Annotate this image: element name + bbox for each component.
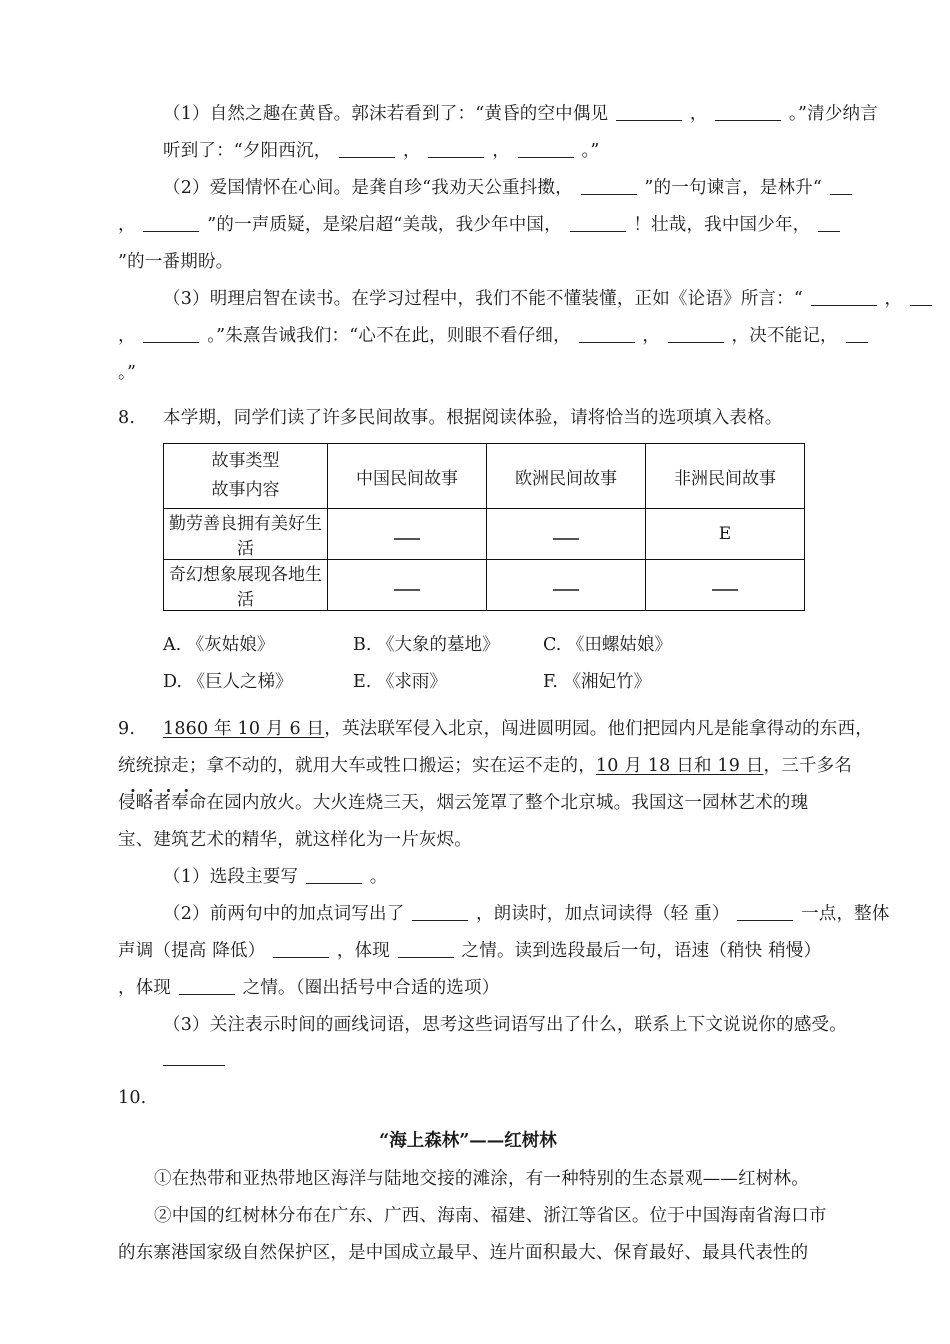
option-b-key: B. bbox=[353, 635, 372, 655]
blank-dash bbox=[394, 580, 420, 591]
q9-passage-line1-rest: ，英法联军侵入北京，闯进圆明园。他们把园内凡是能拿得动的东西， bbox=[324, 719, 873, 739]
q9-passage-line2-end: ，三千多名 bbox=[763, 756, 853, 776]
option-f-key: F. bbox=[543, 672, 558, 692]
q9-underlined-date-2: 10 月 18 日和 19 日 bbox=[595, 756, 764, 776]
corner-label-bottom: 故事内容 bbox=[211, 480, 280, 500]
blank-dash bbox=[553, 529, 579, 540]
q7-item1-line2-text-c: ， bbox=[492, 141, 510, 161]
q10-passage-title: “海上森林”——红树林 bbox=[379, 1131, 557, 1151]
q7-blank[interactable] bbox=[570, 214, 626, 232]
q9-sub3-line bbox=[163, 1007, 847, 1044]
q9-passage-line3 bbox=[118, 785, 818, 822]
table-col-header: 非洲民间故事 bbox=[646, 444, 805, 509]
q9-sub2-line2-text-a: 声调（提高 降低） bbox=[118, 941, 266, 961]
q7-item1-line2-text-b: ， bbox=[402, 141, 421, 161]
option-f-text: 《湘妃竹》 bbox=[563, 672, 652, 692]
q9-underlined-date-1: 1860 年 10 月 6 日 bbox=[163, 719, 325, 739]
q7-item1-line1-text-c: 。”清少纳言 bbox=[789, 104, 878, 124]
answer-cell[interactable] bbox=[487, 560, 646, 611]
q9-answer-blank[interactable] bbox=[163, 1064, 225, 1066]
q7-item1-line1 bbox=[163, 96, 878, 133]
q7-item1-line1-text-b: ， bbox=[689, 104, 708, 124]
q7-item1-line2 bbox=[163, 133, 818, 170]
q7-blank[interactable] bbox=[143, 214, 199, 232]
q7-item3-line1-text-b: ， bbox=[884, 289, 903, 309]
q9-sub2-line1-text-a: （2）前两句中的加点词写出了 bbox=[163, 904, 405, 924]
story-type-table bbox=[163, 443, 805, 611]
q7-item2-line1-text-a: （2）爱国情怀在心间。是龚自珍“我劝天公重抖擞， bbox=[163, 178, 573, 198]
q7-item1-line2-text-d: 。” bbox=[581, 141, 600, 161]
question-7-block bbox=[118, 96, 903, 392]
q9-sub2-line2-text-c: 之情。读到选段最后一句，语速（稍快 稍慢） bbox=[461, 941, 822, 961]
row-label: 奇幻想象展现各地生活 bbox=[164, 560, 328, 611]
q9-sub2-line3 bbox=[118, 970, 818, 1007]
table-corner-header bbox=[164, 444, 328, 509]
option-a-key: A. bbox=[163, 635, 182, 655]
q9-sub2-line1-text-c: 一点，整体 bbox=[801, 904, 890, 924]
q10-para1-text: ①在热带和亚热带地区海洋与陆地交接的滩涂，有一种特别的生态景观——红树林。 bbox=[154, 1169, 809, 1189]
q7-item3-line2-text-c: ， bbox=[642, 326, 661, 346]
q7-item2-line1-text-b: ”的一句谏言，是林升“ bbox=[644, 178, 823, 198]
q7-item1-line2-text-a: 听到了：“夕阳西沉， bbox=[163, 141, 332, 161]
q8-stem-line bbox=[118, 400, 818, 437]
q9-passage-line2-mid: ；拿不动的，就用大车或牲口搬运；实在运不走的， bbox=[188, 756, 596, 776]
q9-sub2-line3-text-a: ，体现 bbox=[118, 978, 172, 998]
q7-blank[interactable] bbox=[715, 103, 781, 121]
q7-blank[interactable] bbox=[818, 214, 840, 232]
option-e-text: 《求雨》 bbox=[376, 672, 447, 692]
option-b[interactable] bbox=[353, 627, 543, 664]
option-c-key: C. bbox=[543, 635, 562, 655]
answer-cell[interactable]: E bbox=[646, 509, 805, 560]
q7-blank[interactable] bbox=[339, 140, 395, 158]
q9-blank[interactable] bbox=[273, 940, 329, 958]
q9-sub2-line2 bbox=[118, 933, 822, 970]
q7-item2-line1 bbox=[163, 170, 823, 207]
q7-blank[interactable] bbox=[811, 288, 877, 306]
q7-item2-line3 bbox=[118, 244, 818, 281]
q8-stem-text: 本学期，同学们读了许多民间故事。根据阅读体验，请将恰当的选项填入表格。 bbox=[163, 408, 783, 428]
q9-passage-line4-text: 宝、建筑艺术的精华，就这样化为一片灰烬。 bbox=[118, 830, 472, 850]
blank-dash bbox=[553, 580, 579, 591]
q7-item2-line2-text-b: ”的一声质疑，是梁启超“美哉，我少年中国， bbox=[207, 215, 562, 235]
option-e-key: E. bbox=[353, 672, 372, 692]
option-e[interactable] bbox=[353, 664, 543, 701]
q7-blank[interactable] bbox=[428, 140, 484, 158]
q7-item2-line2-text-c: ！壮哉，我中国少年， bbox=[633, 215, 811, 235]
q7-item2-line2 bbox=[118, 207, 818, 244]
q7-item3-line1-text-a: （3）明理启智在读书。在学习过程中，我们不能不懂装懂，正如《论语》所言：“ bbox=[163, 289, 803, 309]
option-c-text: 《田螺姑娘》 bbox=[566, 635, 672, 655]
q10-para2-text-l2: 的东寨港国家级自然保护区，是中国成立最早、连片面积最大、保育最好、最具代表性的 bbox=[118, 1243, 809, 1263]
q9-emphasis-phrase: 统统掠走 bbox=[118, 748, 189, 785]
answer-cell[interactable] bbox=[487, 509, 646, 560]
option-b-text: 《大象的墓地》 bbox=[377, 635, 500, 655]
question-9-block bbox=[118, 711, 890, 1078]
table-col-header: 中国民间故事 bbox=[328, 444, 487, 509]
question-10-block bbox=[118, 1080, 827, 1272]
table-col-header: 欧洲民间故事 bbox=[487, 444, 646, 509]
q10-para1-line1 bbox=[118, 1161, 818, 1198]
q7-blank[interactable] bbox=[581, 177, 637, 195]
q9-blank[interactable] bbox=[398, 940, 454, 958]
blank-dash bbox=[394, 529, 420, 540]
q7-blank[interactable] bbox=[143, 325, 199, 343]
q10-para2-line2 bbox=[118, 1235, 818, 1272]
blank-dash bbox=[712, 580, 738, 591]
option-d-key: D. bbox=[163, 672, 182, 692]
q9-passage-line4 bbox=[118, 822, 818, 859]
q8-options bbox=[163, 627, 818, 701]
q9-sub3-text: （3）关注表示时间的画线词语，思考这些词语写出了什么，联系上下文说说你的感受。 bbox=[163, 1015, 847, 1035]
q9-sub1-text-b: 。 bbox=[369, 867, 388, 887]
q7-blank[interactable] bbox=[846, 325, 868, 343]
q9-blank[interactable] bbox=[306, 866, 362, 884]
q8-table-wrap bbox=[163, 443, 818, 611]
q9-number: 9. bbox=[118, 719, 136, 739]
option-f[interactable] bbox=[543, 664, 733, 701]
q7-blank[interactable] bbox=[830, 177, 852, 195]
q9-sub2-line2-text-b: ，体现 bbox=[336, 941, 391, 961]
q7-blank[interactable] bbox=[910, 288, 932, 306]
q10-para2-text-l1: ②中国的红树林分布在广东、广西、海南、福建、浙江等省区。位于中国海南省海口市 bbox=[154, 1206, 827, 1226]
option-d-text: 《巨人之梯》 bbox=[187, 672, 293, 692]
question-8-block bbox=[118, 400, 818, 701]
page-content bbox=[118, 96, 903, 1272]
q7-item3-line1 bbox=[163, 281, 903, 318]
q7-blank[interactable] bbox=[518, 140, 574, 158]
q7-item2-line2-text-a: ， bbox=[118, 215, 136, 235]
q7-blank[interactable] bbox=[668, 325, 724, 343]
option-a[interactable] bbox=[163, 627, 353, 664]
q9-blank[interactable] bbox=[179, 977, 235, 995]
row-label: 勤劳善良拥有美好生活 bbox=[164, 509, 328, 560]
table-row bbox=[164, 560, 805, 611]
q7-item2-line3-text: ”的一番期盼。 bbox=[118, 252, 234, 272]
q9-sub2-line3-text-b: 之情。（圈出括号中合适的选项） bbox=[242, 978, 500, 998]
answer-cell[interactable] bbox=[328, 509, 487, 560]
q10-number-line bbox=[118, 1080, 818, 1117]
q8-number: 8. bbox=[118, 408, 136, 428]
q9-blank[interactable] bbox=[737, 903, 793, 921]
corner-label-top: 故事类型 bbox=[211, 451, 280, 471]
q7-blank[interactable] bbox=[616, 103, 682, 121]
option-c[interactable] bbox=[543, 627, 733, 664]
q9-sub3-answer-line bbox=[118, 1044, 818, 1078]
table-header-row bbox=[164, 444, 805, 509]
q7-item3-line3 bbox=[118, 355, 818, 392]
q7-blank[interactable] bbox=[579, 325, 635, 343]
q10-number: 10. bbox=[118, 1088, 147, 1108]
q9-sub1-line bbox=[163, 859, 818, 896]
q10-para2-line1 bbox=[118, 1198, 827, 1235]
options-row-1 bbox=[163, 627, 818, 664]
options-row-2 bbox=[163, 664, 818, 701]
answer-cell[interactable] bbox=[646, 560, 805, 611]
q7-item3-line2-text-a: ， bbox=[118, 326, 136, 346]
q7-item1-line1-text-a: （1）自然之趣在黄昏。郭沫若看到了：“黄昏的空中偶见 bbox=[163, 104, 609, 124]
q7-item3-line2 bbox=[118, 318, 838, 355]
q7-item3-line2-text-b: 。”朱熹告诫我们：“心不在此，则眼不看仔细， bbox=[207, 326, 571, 346]
q7-item3-line3-text: 。” bbox=[118, 363, 137, 383]
q9-passage-line1 bbox=[118, 711, 873, 748]
q9-sub1-text-a: （1）选段主要写 bbox=[163, 867, 299, 887]
q9-sub2-line1-text-b: ，朗读时，加点词读得（轻 重） bbox=[475, 904, 730, 924]
option-a-text: 《灰姑娘》 bbox=[186, 635, 275, 655]
option-d[interactable] bbox=[163, 664, 353, 701]
answer-cell[interactable] bbox=[328, 560, 487, 611]
q9-sub2-line1 bbox=[163, 896, 890, 933]
q7-item3-line2-text-d: ，决不能记， bbox=[731, 326, 838, 346]
q9-passage-line3-text: 侵略者奉命在园内放火。大火连烧三天，烟云笼罩了整个北京城。我国这一园林艺术的瑰 bbox=[118, 793, 809, 813]
q9-blank[interactable] bbox=[412, 903, 468, 921]
table-row bbox=[164, 509, 805, 560]
q9-passage-line2 bbox=[118, 748, 853, 785]
